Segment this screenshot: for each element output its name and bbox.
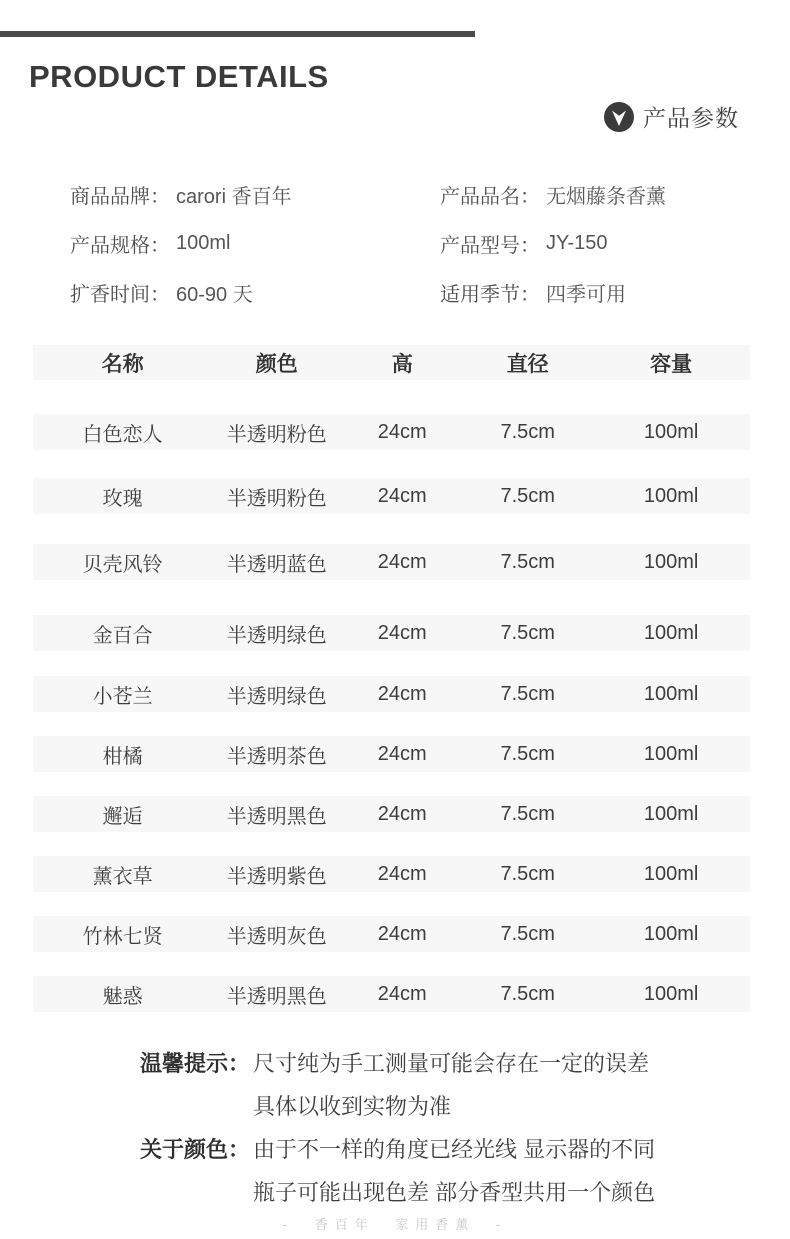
cell-diameter: 7.5cm	[500, 682, 555, 705]
cell-capacity: 100ml	[643, 742, 699, 765]
cell-name: 魅惑	[102, 985, 143, 1008]
note-line: 瓶子可能出现色差 部分香型共用一个颜色	[253, 1180, 656, 1205]
note-line: 尺寸纯为手工测量可能会存在一定的误差	[253, 1051, 650, 1076]
table-row	[33, 736, 750, 772]
table-row	[33, 976, 750, 1012]
section-label: 产品参数	[643, 105, 739, 131]
info-item-diffuse-time	[70, 278, 440, 307]
info-item-brand	[70, 180, 440, 209]
info-item-season	[440, 278, 730, 307]
cell-name: 金百合	[92, 624, 153, 647]
cell-capacity: 100ml	[643, 621, 699, 644]
product-info-grid	[70, 170, 730, 317]
footer-brand-text: - 香百年 家用香薰 -	[282, 1217, 508, 1232]
table-row	[33, 544, 750, 580]
table-body	[33, 414, 750, 1012]
cell-capacity: 100ml	[643, 550, 699, 573]
table-row	[33, 676, 750, 712]
notes-section	[0, 1042, 790, 1214]
cell-color: 半透明黑色	[226, 805, 327, 828]
cell-height: 24cm	[377, 982, 427, 1005]
note-line: 由于不一样的角度已经光线 显示器的不同	[253, 1137, 656, 1162]
cell-color: 半透明绿色	[226, 685, 327, 708]
column-header-color: 颜色	[255, 352, 298, 376]
cell-capacity: 100ml	[643, 922, 699, 945]
page-title: PRODUCT DETAILS	[29, 59, 329, 94]
info-label: 产品品名：	[440, 186, 540, 208]
note-label: 关于颜色：	[139, 1137, 250, 1162]
table-row	[33, 615, 750, 651]
info-label: 扩香时间：	[70, 284, 170, 306]
cell-diameter: 7.5cm	[500, 742, 555, 765]
section-header	[604, 100, 739, 133]
note-color-tip	[0, 1128, 790, 1214]
cell-name: 白色恋人	[82, 423, 163, 446]
info-value: 100ml	[176, 232, 231, 254]
note-body	[253, 1128, 655, 1214]
circle-down-arrow-icon	[604, 102, 634, 132]
spec-table	[33, 345, 750, 1012]
info-item-product-name	[440, 180, 730, 209]
info-label: 产品型号：	[440, 235, 540, 257]
cell-height: 24cm	[377, 550, 427, 573]
cell-color: 半透明粉色	[226, 487, 327, 510]
cell-name: 玫瑰	[102, 487, 143, 510]
info-item-model	[440, 229, 730, 258]
cell-color: 半透明紫色	[226, 865, 327, 888]
cell-height: 24cm	[377, 742, 427, 765]
cell-diameter: 7.5cm	[500, 802, 555, 825]
cell-name: 竹林七贤	[82, 925, 163, 948]
cell-height: 24cm	[377, 682, 427, 705]
cell-capacity: 100ml	[643, 484, 699, 507]
column-header-name: 名称	[101, 352, 144, 376]
cell-diameter: 7.5cm	[500, 420, 555, 443]
info-item-spec	[70, 229, 440, 258]
cell-name: 邂逅	[102, 805, 143, 828]
cell-diameter: 7.5cm	[500, 982, 555, 1005]
cell-color: 半透明粉色	[226, 423, 327, 446]
note-size-tip	[0, 1042, 790, 1128]
top-rule-bar	[0, 31, 475, 37]
cell-capacity: 100ml	[643, 420, 699, 443]
cell-diameter: 7.5cm	[500, 621, 555, 644]
table-header-row	[33, 345, 750, 380]
info-value: 60-90 天	[176, 284, 253, 306]
info-value: 无烟藤条香薰	[546, 186, 666, 208]
cell-capacity: 100ml	[643, 802, 699, 825]
column-header-height: 高	[391, 352, 413, 376]
column-header-capacity: 容量	[650, 352, 693, 376]
note-line: 具体以收到实物为准	[253, 1094, 452, 1119]
info-value: carori 香百年	[176, 186, 292, 208]
cell-capacity: 100ml	[643, 982, 699, 1005]
cell-height: 24cm	[377, 862, 427, 885]
cell-diameter: 7.5cm	[500, 922, 555, 945]
info-label: 商品品牌：	[70, 186, 170, 208]
info-value: 四季可用	[546, 284, 626, 306]
cell-capacity: 100ml	[643, 862, 699, 885]
cell-height: 24cm	[377, 922, 427, 945]
info-value: JY-150	[546, 232, 608, 254]
cell-height: 24cm	[377, 802, 427, 825]
info-label: 产品规格：	[70, 235, 170, 257]
cell-color: 半透明茶色	[226, 745, 327, 768]
cell-name: 贝壳风铃	[82, 553, 163, 576]
cell-name: 薰衣草	[92, 865, 153, 888]
table-row	[33, 796, 750, 832]
info-label: 适用季节：	[440, 284, 540, 306]
cell-height: 24cm	[377, 484, 427, 507]
cell-name: 小苍兰	[92, 685, 153, 708]
cell-diameter: 7.5cm	[500, 550, 555, 573]
table-row	[33, 478, 750, 514]
table-row	[33, 856, 750, 892]
cell-name: 柑橘	[102, 745, 143, 768]
cell-color: 半透明绿色	[226, 624, 327, 647]
cell-diameter: 7.5cm	[500, 484, 555, 507]
cell-height: 24cm	[377, 621, 427, 644]
table-row	[33, 414, 750, 450]
cell-color: 半透明灰色	[226, 925, 327, 948]
cell-color: 半透明黑色	[226, 985, 327, 1008]
table-row	[33, 916, 750, 952]
column-header-diameter: 直径	[506, 352, 549, 376]
cell-capacity: 100ml	[643, 682, 699, 705]
cell-diameter: 7.5cm	[500, 862, 555, 885]
cell-color: 半透明蓝色	[226, 553, 327, 576]
note-label: 温馨提示：	[139, 1051, 250, 1076]
cell-height: 24cm	[377, 420, 427, 443]
note-body	[253, 1042, 649, 1128]
